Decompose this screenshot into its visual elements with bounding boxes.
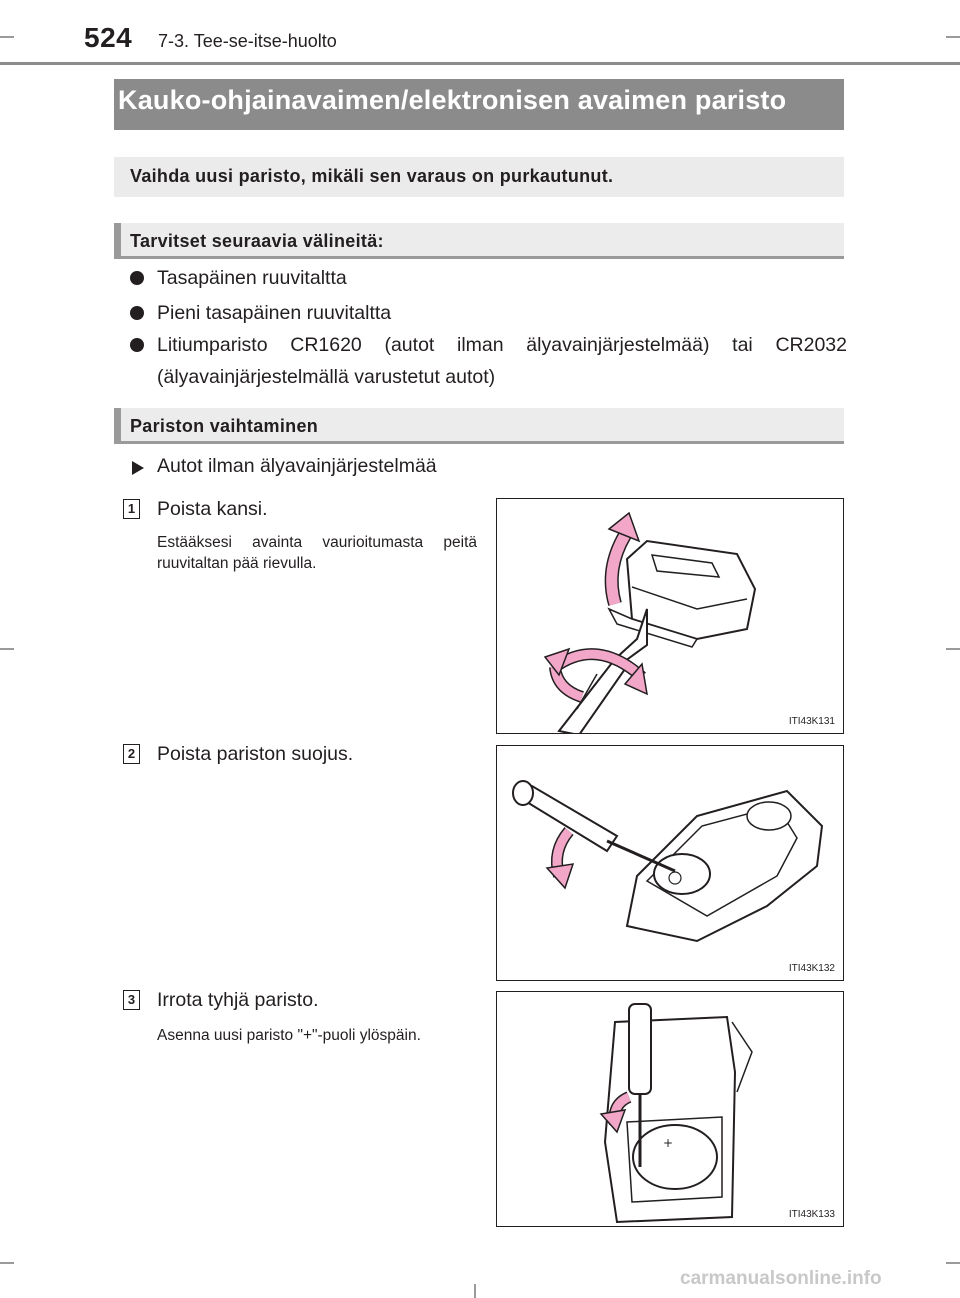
crop-mark	[0, 648, 14, 650]
bullet-icon	[130, 271, 144, 285]
step-title: Irrota tyhjä paristo.	[157, 989, 319, 1011]
remove-cover-illustration	[497, 499, 844, 734]
crop-mark	[474, 1284, 476, 1298]
step-number-badge: 1	[123, 499, 140, 519]
heading-accent	[114, 408, 121, 441]
step-title: Poista pariston suojus.	[157, 743, 354, 765]
replacement-heading	[114, 408, 844, 444]
section-reference: 7-3. Tee-se-itse-huolto	[158, 31, 337, 51]
list-item-text: Tasapäinen ruuvitaltta	[157, 267, 347, 289]
step-title: Poista kansi.	[157, 498, 268, 520]
page-number: 524	[84, 22, 133, 53]
tools-heading-text: Tarvitset seuraavia välineitä:	[130, 231, 384, 251]
crop-mark	[0, 36, 14, 38]
figure-code: ITI43K133	[788, 1209, 835, 1220]
crop-mark	[946, 648, 960, 650]
figure-code: ITI43K132	[788, 963, 835, 974]
figure-code: ITI43K131	[788, 716, 835, 727]
list-item-text: Litiumparisto CR1620 (autot ilman älyavainjärjestelmää) tai CR2032 (älyavainjärjestelmällä varustetut autot)	[157, 334, 847, 388]
bullet-icon	[130, 306, 144, 320]
vehicle-condition-text: Autot ilman älyavainjärjestelmää	[157, 455, 437, 477]
crop-mark	[946, 36, 960, 38]
replacement-heading-text: Pariston vaihtaminen	[130, 416, 319, 436]
crop-mark	[0, 1262, 14, 1264]
intro-text: Vaihda uusi paristo, mikäli sen varaus on purkautunut.	[130, 166, 614, 186]
step-note: Estääksesi avainta vaurioitumasta peitä ruuvitaltan pää rievulla.	[157, 534, 477, 572]
figure-remove-battery	[496, 991, 844, 1227]
remove-battery-cover-illustration	[497, 746, 844, 981]
triangle-arrow-icon	[132, 461, 144, 475]
step-note: Asenna uusi paristo "+"-puoli ylöspäin.	[157, 1027, 421, 1044]
crop-mark	[946, 1262, 960, 1264]
step-number-badge: 3	[123, 990, 140, 1010]
bullet-icon	[130, 338, 144, 352]
list-item-text: Pieni tasapäinen ruuvitaltta	[157, 302, 392, 324]
header-divider	[0, 62, 960, 65]
watermark: carmanualsonline.info	[680, 1268, 882, 1289]
figure-remove-battery-cover	[496, 745, 844, 981]
tools-heading	[114, 223, 844, 259]
figure-remove-cover	[496, 498, 844, 734]
page-title: Kauko-ohjainavaimen/elektronisen avaimen paristo	[118, 85, 787, 115]
svg-text:+: +	[663, 1136, 674, 1150]
remove-battery-illustration	[497, 992, 844, 1227]
heading-accent	[114, 223, 121, 256]
step-number-badge: 2	[123, 744, 140, 764]
